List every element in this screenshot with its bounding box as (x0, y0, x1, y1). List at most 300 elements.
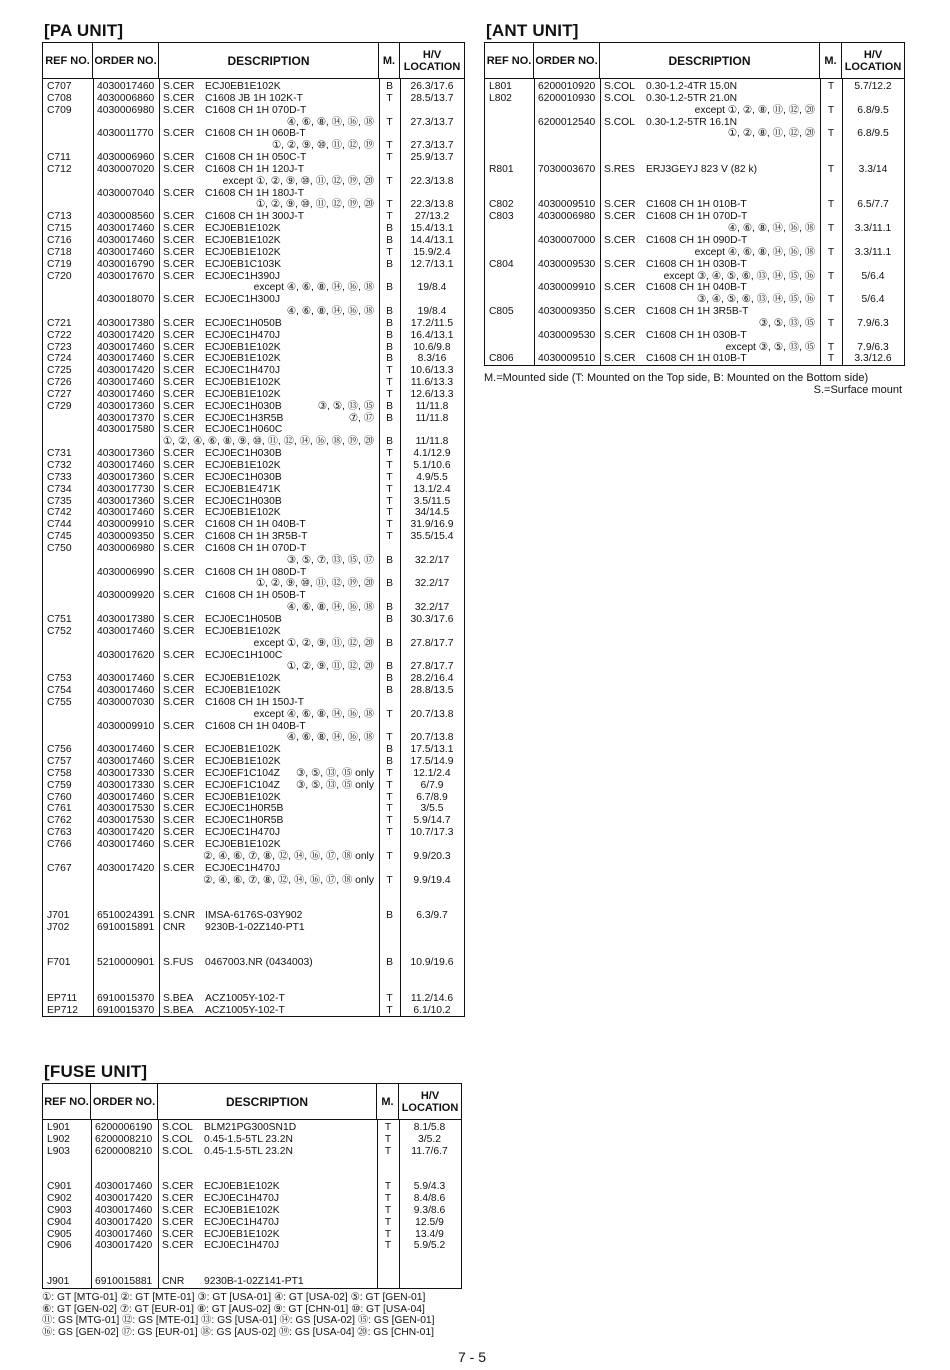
description (159, 413, 379, 425)
order-no (93, 875, 159, 887)
order-no: 6910015370 (97, 1004, 155, 1016)
table-row (43, 875, 464, 887)
description (159, 673, 379, 685)
description (600, 247, 820, 259)
order-no: 4030017460 (97, 388, 155, 400)
part-value: C1608 CH 1H 050C-T (205, 152, 307, 164)
mounted-side: B (386, 353, 393, 365)
description (159, 93, 379, 105)
mounted-side: T (386, 471, 393, 483)
description (159, 105, 379, 117)
ref-no (43, 188, 93, 200)
hv-location: 9.9/20.3 (413, 850, 451, 862)
ref-no (43, 602, 93, 614)
mounted-side (820, 117, 842, 129)
part-value: 0.30-1.2-5TR 16.1N (646, 116, 738, 128)
mounted-side: T (386, 175, 393, 187)
part-type: S.CER (163, 696, 195, 708)
part-type: S.CER (162, 1181, 194, 1193)
hv-location: 10.9/19.6 (410, 957, 454, 969)
description (159, 590, 379, 602)
table-row (43, 697, 464, 709)
description (159, 732, 379, 744)
description (159, 472, 379, 484)
mounted-side (820, 259, 842, 271)
description (159, 448, 379, 460)
description (159, 744, 379, 756)
description (159, 768, 379, 780)
ref-no (43, 424, 93, 436)
description (159, 602, 379, 614)
hv-location: 5.9/5.2 (413, 1240, 446, 1252)
mounted-side: T (386, 1004, 393, 1016)
ref-no: EP711 (47, 992, 78, 1004)
description (159, 318, 379, 330)
mounted-side: T (386, 448, 393, 460)
table-row (43, 259, 464, 271)
mounted-side (820, 330, 842, 342)
hv-location: 17.2/11.5 (410, 317, 454, 329)
mounted-side: T (384, 1240, 392, 1252)
description (600, 271, 820, 283)
hv-location: 22.3/13.8 (410, 175, 454, 187)
part-value: ECJ0EB1E102K (205, 839, 281, 850)
hv-location: 27.3/13.7 (410, 140, 454, 152)
hv-location (400, 697, 464, 709)
hv-location: 5.9/14.7 (413, 815, 451, 827)
description (158, 1229, 377, 1241)
description (159, 164, 379, 176)
part-value: ECJ0EB1E102K (205, 246, 281, 258)
col-description-header: DESCRIPTION (159, 43, 379, 78)
part-value: ECJ0EB1E102K (205, 81, 281, 92)
ref-no (43, 578, 93, 590)
part-value: 0.45-1.5-5TL 23.2N (204, 1133, 293, 1145)
mounted-side (379, 294, 400, 306)
hv-location: 19/8.4 (417, 282, 447, 294)
table-row (43, 567, 464, 579)
part-type: S.CER (163, 744, 195, 756)
order-no: 4030017370 (97, 412, 155, 424)
ref-no (485, 330, 534, 342)
part-type: CNR (163, 921, 186, 933)
part-value: C1608 CH 1H 070D-T (205, 542, 307, 554)
description (159, 306, 379, 318)
spacer-row (43, 981, 464, 993)
mounted-side: B (386, 317, 393, 329)
order-no: 6200010920 (538, 81, 596, 92)
order-no: 4030009910 (538, 282, 596, 294)
order-no: 6200010930 (538, 92, 596, 104)
order-no: 4030006990 (97, 566, 155, 578)
col-hv-header: H/V LOCATION (401, 1089, 459, 1114)
part-value: C1608 CH 1H 010B-T (646, 353, 747, 365)
part-type: S.CER (604, 199, 636, 211)
description (600, 353, 820, 365)
part-value: ECJ0EC1H470J (205, 862, 280, 874)
part-type: S.CER (163, 767, 195, 779)
hv-location: 8.3/16 (417, 353, 447, 365)
order-no: 4030017460 (97, 791, 155, 803)
mounted-side: T (386, 827, 393, 839)
hv-location: 3.3/11.1 (854, 246, 892, 258)
part-value: C1608 CH 1H 070D-T (646, 211, 748, 223)
mounted-side: T (386, 767, 393, 779)
table-row (43, 756, 464, 768)
description (159, 117, 379, 129)
description (159, 792, 379, 804)
order-no (534, 128, 600, 140)
order-no: 4030017730 (97, 483, 155, 495)
table-row (485, 223, 904, 235)
part-type: S.CER (163, 685, 195, 697)
hv-location (400, 164, 464, 176)
part-type: S.CER (163, 294, 195, 306)
description (159, 697, 379, 709)
hv-location: 5/6.4 (861, 270, 885, 282)
legend-line: ⑯: GS [GEN-02] ⑰: GS [EUR-01] ⑱: GS [AUS-02] ⑲: GS [USA-04] ⑳: GS [CHN-01] (42, 1326, 434, 1338)
mounted-side (820, 306, 842, 318)
col-ref-header: REF NO. (43, 1084, 91, 1119)
ref-no: J701 (47, 910, 70, 922)
ref-no (485, 271, 534, 283)
part-type: S.CER (163, 412, 195, 424)
part-type: S.CER (163, 223, 195, 235)
ref-no: L903 (47, 1145, 70, 1157)
part-value: ECJ0EB1E102K (205, 234, 281, 246)
hv-location (400, 922, 464, 934)
order-no: 4030006980 (538, 211, 596, 223)
table-row (43, 839, 464, 851)
mounted-side (379, 590, 400, 602)
version-note: ③, ⑤, ⑬, ⑮ only (296, 779, 374, 791)
hv-location: 4.9/5.5 (416, 471, 448, 483)
part-type: S.CER (163, 211, 195, 223)
table-row (43, 105, 464, 117)
order-no: 4030009910 (97, 720, 155, 732)
table-row (43, 721, 464, 733)
order-no: 4030017420 (95, 1216, 153, 1228)
description (159, 247, 379, 259)
order-no (93, 555, 159, 567)
col-hv-header: H/V LOCATION (403, 48, 461, 73)
part-type: S.FUS (163, 957, 194, 969)
part-type: S.CER (604, 306, 636, 318)
hv-location: 15.9/2.4 (413, 246, 451, 258)
hv-location (842, 93, 904, 105)
description (159, 531, 379, 543)
mounted-side: B (386, 957, 393, 969)
ant-unit-title: [ANT UNIT] (486, 21, 579, 40)
table-row (485, 211, 904, 223)
version-note: ④, ⑥, ⑧, ⑭, ⑯, ⑱ (286, 116, 374, 128)
description (159, 176, 379, 188)
table-row (43, 211, 464, 223)
order-no: 4030017460 (97, 744, 155, 756)
part-type: S.COL (604, 81, 635, 92)
part-type: S.CER (163, 424, 195, 436)
col-ref-header: REF NO. (43, 43, 93, 78)
part-type: S.COL (604, 92, 635, 104)
ref-no: C734 (47, 483, 72, 495)
hv-location: 6.7/8.9 (416, 791, 448, 803)
hv-location (400, 839, 464, 851)
order-no: 4030017460 (97, 625, 155, 637)
version-note: ①, ②, ④, ⑥, ⑧, ⑨, ⑩, ⑪, ⑫, ⑭, ⑯, ⑱, ⑲, ⑳ (162, 436, 374, 448)
ref-no (485, 117, 534, 129)
table-row (485, 294, 904, 306)
ref-no: C744 (47, 519, 72, 531)
hv-location (842, 306, 904, 318)
description (159, 578, 379, 590)
mounted-side: T (386, 992, 393, 1004)
version-note: ④, ⑥, ⑧, ⑭, ⑯, ⑱ (286, 732, 374, 744)
table-row (43, 957, 464, 969)
part-type: S.COL (604, 116, 635, 128)
ref-no: C767 (47, 862, 72, 874)
description (158, 1276, 377, 1288)
description (600, 342, 820, 354)
ref-no: C716 (47, 234, 72, 246)
ref-no: L802 (489, 92, 512, 104)
ref-no: C726 (47, 377, 72, 389)
table-row (43, 863, 464, 875)
ref-no (43, 661, 93, 673)
description (159, 709, 379, 721)
ref-no: C707 (47, 81, 72, 92)
order-no: 4030007020 (97, 163, 155, 175)
hv-location: 28.5/13.7 (410, 92, 454, 104)
description (600, 306, 820, 318)
fuse-unit-title: [FUSE UNIT] (44, 1062, 148, 1081)
mounted-side: T (386, 531, 393, 543)
table-header (485, 43, 904, 79)
spacer-row (43, 934, 464, 946)
description (158, 1134, 377, 1146)
mounted-side: T (386, 388, 393, 400)
table-row (485, 259, 904, 271)
ref-no: C753 (47, 673, 72, 685)
table-row (43, 555, 464, 567)
hv-location: 7.9/6.3 (857, 341, 889, 353)
part-type: S.CER (163, 531, 195, 543)
description (159, 957, 379, 969)
mounted-side (379, 424, 400, 436)
table-row (43, 827, 464, 839)
order-no: 4030007000 (538, 234, 596, 246)
hv-location: 5.1/10.6 (413, 460, 451, 471)
mounted-side: T (827, 246, 835, 258)
mounted-side: T (386, 850, 393, 862)
table-row (43, 128, 464, 140)
description (159, 519, 379, 531)
part-type: S.CER (163, 388, 195, 400)
version-note: ③, ⑤, ⑦, ⑬, ⑮, ⑰ (286, 554, 374, 566)
part-value: ACZ1005Y-102-T (205, 1004, 285, 1016)
ref-no: C904 (47, 1216, 72, 1228)
table-row (43, 223, 464, 235)
part-value: ECJ0EC1H300J (205, 294, 280, 306)
part-type: S.CER (604, 282, 636, 294)
description (159, 815, 379, 827)
hv-location: 13.4/9 (415, 1228, 444, 1240)
order-no: 4030017360 (97, 495, 155, 507)
hv-location: 9.3/8.6 (413, 1204, 446, 1216)
table-row (43, 413, 464, 425)
col-description-header: DESCRIPTION (600, 43, 820, 78)
order-no: 4030017420 (97, 365, 155, 377)
mounted-side: T (386, 708, 393, 720)
part-value: ECJ0EC1H100C (205, 649, 283, 661)
table-row (485, 306, 904, 318)
order-no: 4030017420 (97, 827, 155, 839)
description (159, 436, 379, 448)
version-note: except ①, ②, ⑨, ⑩, ⑪, ⑫, ⑲, ⑳ (222, 175, 374, 187)
table-row (43, 140, 464, 152)
mounted-side (379, 128, 400, 140)
part-type: S.CER (163, 317, 195, 329)
mounted-side: T (386, 116, 393, 128)
table-row (43, 436, 464, 448)
part-value: 0.30-1.2-4TR 15.0N (646, 81, 738, 92)
description (600, 330, 820, 342)
part-value: ECJ0EB1E102K (205, 388, 281, 400)
version-note: ④, ⑥, ⑧, ⑭, ⑯, ⑱ (286, 602, 374, 614)
hv-location: 34/14.5 (414, 507, 450, 519)
description (159, 721, 379, 733)
description (600, 128, 820, 140)
mounted-side: T (386, 140, 393, 152)
mounted-side: B (386, 685, 393, 697)
part-type: S.CER (162, 1240, 194, 1252)
description (159, 851, 379, 863)
pa-unit-title: [PA UNIT] (44, 21, 124, 40)
mounted-side: T (386, 246, 393, 258)
part-value: C1608 CH 1H 300J-T (205, 211, 305, 223)
mounted-side: T (827, 223, 835, 235)
order-no: 6910015891 (97, 921, 155, 933)
part-value: ECJ0EB1E102K (205, 341, 281, 353)
table-row (485, 128, 904, 140)
table-row (485, 342, 904, 354)
hv-location: 6.3/9.7 (416, 910, 448, 922)
part-value: ECJ0EB1E102K (205, 744, 281, 756)
hv-location: 14.4/13.1 (410, 234, 454, 246)
order-no: 4030017460 (97, 341, 155, 353)
mounted-side: B (386, 554, 393, 566)
ref-no: L902 (47, 1133, 70, 1145)
description (159, 259, 379, 271)
part-value: C1608 CH 1H 060B-T (205, 128, 306, 140)
hv-location (400, 590, 464, 602)
description (600, 259, 820, 271)
order-no: 4030006860 (97, 92, 155, 104)
part-type: S.CER (163, 377, 195, 389)
part-type: S.CER (163, 613, 195, 625)
part-value: ECJ0EB1E102K (204, 1228, 280, 1240)
part-type: S.COL (162, 1122, 193, 1133)
part-value: ECJ0EB1E102K (205, 756, 281, 768)
mounted-side: T (827, 353, 835, 365)
hv-location: 32.2/17 (414, 602, 450, 614)
part-type: S.CER (163, 353, 195, 365)
order-no: 4030017360 (97, 400, 155, 412)
part-value: ECJ0EC1H470J (205, 365, 280, 377)
hv-location: 10.6/9.8 (413, 341, 451, 353)
hv-location (400, 128, 464, 140)
mounted-side: B (386, 673, 393, 685)
description (600, 282, 820, 294)
hv-location: 11.6/13.3 (410, 377, 454, 389)
mounted-side-note (484, 372, 902, 396)
ref-no (485, 105, 534, 117)
mounted-side (820, 235, 842, 247)
order-no: 5210000901 (97, 957, 155, 969)
part-type: S.CER (604, 329, 636, 341)
part-type: S.CER (163, 81, 195, 92)
ref-no: C712 (47, 163, 72, 175)
mounted-side: T (386, 211, 393, 223)
table-row (43, 614, 464, 626)
ref-no: EP712 (47, 1004, 78, 1016)
hv-location (400, 105, 464, 117)
description (600, 318, 820, 330)
order-no: 4030017460 (97, 353, 155, 365)
part-value: C1608 CH 1H 010B-T (646, 199, 747, 211)
part-type: S.CER (604, 211, 636, 223)
part-value: 0.45-1.5-5TL 23.2N (204, 1145, 293, 1157)
order-no: 4030017330 (97, 767, 155, 779)
ref-no: C762 (47, 815, 72, 827)
table-row (43, 780, 464, 792)
part-type: S.CNR (163, 910, 196, 922)
hv-location: 10.7/17.3 (410, 827, 454, 839)
part-type: CNR (162, 1275, 185, 1287)
hv-location: 5.7/12.2 (854, 81, 892, 92)
part-value: ECJ0EC1H470J (205, 329, 280, 341)
order-no: 4030009510 (538, 199, 596, 211)
description (600, 294, 820, 306)
order-no: 4030006980 (97, 542, 155, 554)
hv-location (400, 626, 464, 638)
order-no: 4030017460 (97, 234, 155, 246)
table-row (43, 448, 464, 460)
version-note: except ①, ②, ⑨, ⑪, ⑫, ⑳ (253, 637, 374, 649)
description (158, 1122, 377, 1134)
order-no: 4030006980 (97, 104, 155, 116)
order-no (93, 176, 159, 188)
order-no: 4030017620 (97, 649, 155, 661)
table-row (43, 152, 464, 164)
ref-no: C729 (47, 400, 72, 412)
part-type: S.CER (163, 720, 195, 732)
ref-no: C902 (47, 1193, 72, 1205)
hv-location: 12.7/13.1 (410, 258, 454, 270)
part-type: S.BEA (163, 1004, 194, 1016)
table-row (43, 235, 464, 247)
hv-location: 20.7/13.8 (410, 708, 454, 720)
order-no: 4030009350 (538, 306, 596, 318)
description (600, 199, 820, 211)
description (159, 223, 379, 235)
table-row (43, 484, 464, 496)
table-row (43, 460, 464, 472)
ref-no: L801 (489, 81, 512, 92)
part-value: C1608 CH 1H 090D-T (646, 234, 748, 246)
part-type: S.CER (163, 246, 195, 258)
mounted-side (379, 567, 400, 579)
ref-no: C723 (47, 341, 72, 353)
